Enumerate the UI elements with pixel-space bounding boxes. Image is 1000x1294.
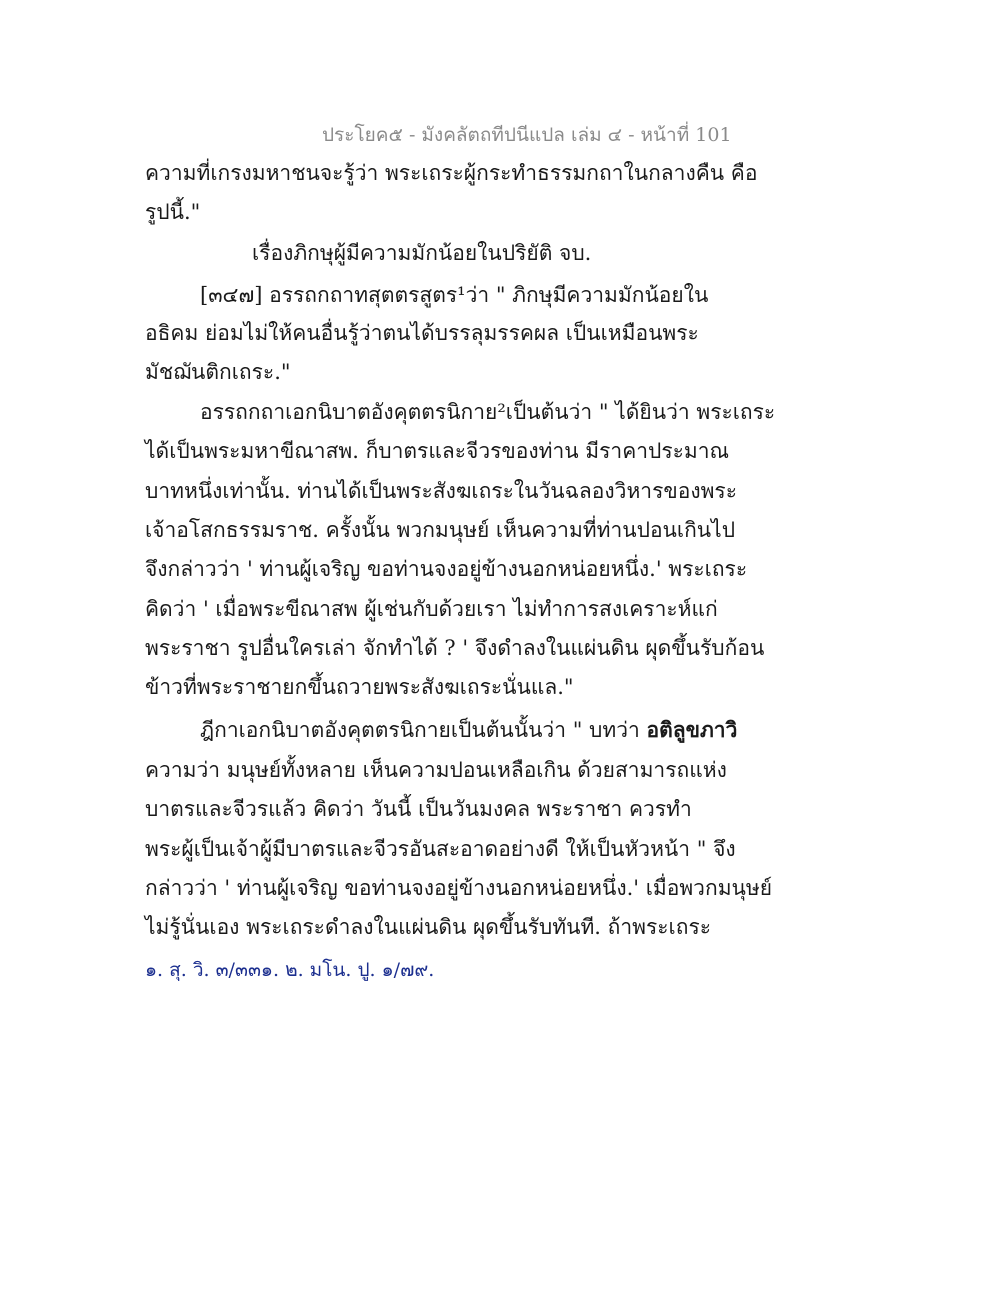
text-line: ได้เป็นพระมหาขีณาสพ. ก็บาตรและจีวรของท่าน มีราคาประมาณ — [145, 439, 730, 463]
text-line: ไม่รู้นั่นเอง พระเถระดำลงในแผ่นดิน ผุดขึ้นรับทันที. ถ้าพระเถระ — [145, 915, 712, 939]
section-end-line: เรื่องภิกษุผู้มีความมักน้อยในปริยัติ จบ. — [252, 241, 592, 265]
text-line: บาตรและจีวรแล้ว คิดว่า วันนี้ เป็นวันมงคล พระราชา ควรทำ — [145, 797, 692, 821]
text-line: บาทหนึ่งเท่านั้น. ท่านได้เป็นพระสังฆเถระในวันฉลองวิหารของพระ — [145, 479, 737, 503]
text-line: กล่าวว่า ' ท่านผู้เจริญ ขอท่านจงอยู่ข้างนอกหน่อยหนึ่ง.' เมื่อพวกมนุษย์ — [145, 876, 773, 900]
footnote: ๑. สุ. วิ. ๓/๓๓๑. ๒. มโน. ปู. ๑/๗๙. — [145, 959, 435, 981]
text-line: อธิคม ย่อมไม่ให้คนอื่นรู้ว่าตนได้บรรลุมรรคผล เป็นเหมือนพระ — [145, 321, 699, 345]
text-line: ความว่า มนุษย์ทั้งหลาย เห็นความปอนเหลือเกิน ด้วยสามารถแห่ง — [145, 758, 727, 782]
bold-term: อติลูขภาวิ — [646, 717, 738, 742]
text-line: ความที่เกรงมหาชนจะรู้ว่า พระเถระผู้กระทำธรรมกถาในกลางคืน คือ — [145, 161, 758, 185]
text-line: ข้าวที่พระราชายกขึ้นถวายพระสังฆเถระนั่นแล." — [145, 675, 574, 699]
text-line: มัชฌันติกเถระ." — [145, 360, 291, 384]
text-line: พระราชา รูปอื่นใครเล่า จักทำได้ ? ' จึงดำลงในแผ่นดิน ผุดขึ้นรับก้อน — [145, 636, 765, 660]
text-line: พระผู้เป็นเจ้าผู้มีบาตรและจีวรอันสะอาดอย่างดี ให้เป็นหัวหน้า " จึง — [145, 837, 736, 861]
text-line: รูปนี้." — [145, 200, 201, 224]
text-segment: ฎีกาเอกนิบาตอังคุตตรนิกายเป็นต้นนั้นว่า " บทว่า — [200, 718, 647, 742]
text-line: อรรถกถาเอกนิบาตอังคุตตรนิกาย²เป็นต้นว่า " ได้ยินว่า พระเถระ — [200, 400, 776, 424]
text-line-with-term — [200, 715, 737, 745]
text-line: คิดว่า ' เมื่อพระขีณาสพ ผู้เช่นกับด้วยเรา ไม่ทำการสงเคราะห์แก่ — [145, 597, 718, 621]
text-line: จึงกล่าวว่า ' ท่านผู้เจริญ ขอท่านจงอยู่ข้างนอกหน่อยหนึ่ง.' พระเถระ — [145, 557, 748, 581]
running-header: ประโยค๕ - มังคลัตถทีปนีแปล เล่ม ๔ - หน้าที่ 101 — [322, 124, 732, 146]
text-line: เจ้าอโสกธรรมราช. ครั้งนั้น พวกมนุษย์ เห็นความที่ท่านปอนเกินไป — [145, 518, 736, 542]
text-line: [๓๔๗] อรรถกถาทสุตตรสูตร¹ว่า " ภิกษุมีความมักน้อยใน — [200, 283, 709, 307]
